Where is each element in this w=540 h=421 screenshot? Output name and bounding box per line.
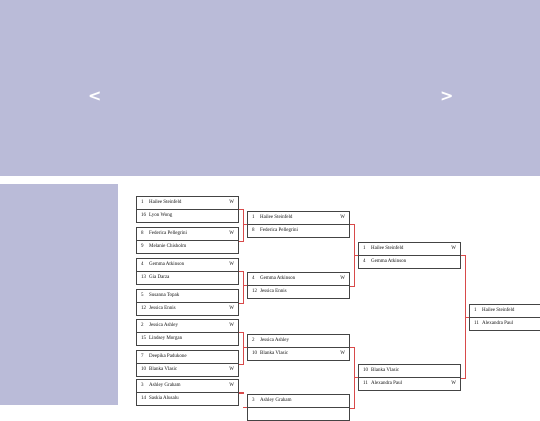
bracket-connector bbox=[243, 224, 247, 225]
bracket-slot[interactable] bbox=[136, 196, 239, 210]
carousel-next-button[interactable]: > bbox=[440, 86, 454, 105]
winner-badge: W bbox=[451, 381, 456, 386]
seed-number: 10 bbox=[363, 368, 368, 373]
seed-number: 2 bbox=[141, 323, 144, 328]
seed-number: 12 bbox=[141, 306, 146, 311]
winner-badge: W bbox=[229, 262, 234, 267]
player-name: Susanna Topak bbox=[149, 293, 180, 298]
seed-number: 12 bbox=[252, 289, 257, 294]
player-name: Blanka Vlasic bbox=[260, 351, 289, 356]
bracket-slot[interactable] bbox=[136, 289, 239, 303]
bracket-match bbox=[358, 364, 461, 390]
winner-badge: W bbox=[340, 276, 345, 281]
bracket-slot[interactable] bbox=[136, 258, 239, 272]
bracket-connector bbox=[239, 392, 244, 394]
bracket-match bbox=[469, 304, 540, 330]
bracket-slot[interactable] bbox=[247, 224, 350, 238]
bracket-slot[interactable] bbox=[247, 347, 350, 361]
bracket-slot[interactable] bbox=[136, 227, 239, 241]
seed-number: 16 bbox=[141, 213, 146, 218]
bracket-slot[interactable] bbox=[247, 285, 350, 299]
bracket-connector bbox=[243, 347, 247, 348]
winner-badge: W bbox=[451, 246, 456, 251]
player-name: Gemma Atkinson bbox=[371, 259, 407, 264]
bracket-slot[interactable] bbox=[136, 240, 239, 254]
bracket-match bbox=[136, 289, 239, 315]
bracket-match bbox=[136, 227, 239, 253]
seed-number: 3 bbox=[252, 398, 255, 403]
bracket-match bbox=[247, 272, 350, 298]
bracket-match bbox=[358, 242, 461, 268]
seed-number: 1 bbox=[252, 215, 255, 220]
player-name: Melanie Chisholm bbox=[149, 244, 187, 249]
bracket-slot[interactable] bbox=[136, 319, 239, 333]
seed-number: 10 bbox=[141, 367, 146, 372]
bracket-slot[interactable] bbox=[136, 392, 239, 406]
winner-badge: W bbox=[229, 306, 234, 311]
bracket-slot[interactable] bbox=[136, 271, 239, 285]
bracket-slot[interactable] bbox=[247, 394, 350, 408]
seed-number: 14 bbox=[141, 396, 146, 401]
bracket-connector bbox=[465, 317, 469, 318]
bracket-connector bbox=[354, 377, 358, 378]
bracket-slot[interactable] bbox=[247, 334, 350, 348]
bracket-slot[interactable] bbox=[358, 242, 461, 256]
bracket-match bbox=[136, 196, 239, 222]
seed-number: 8 bbox=[252, 228, 255, 233]
bracket-slot[interactable] bbox=[136, 302, 239, 316]
seed-number: 3 bbox=[141, 383, 144, 388]
bracket-slot[interactable] bbox=[247, 407, 350, 421]
bracket-slot[interactable] bbox=[358, 255, 461, 269]
player-name: Hailee Steinfeld bbox=[371, 246, 404, 251]
seed-number: 10 bbox=[252, 351, 257, 356]
seed-number: 4 bbox=[141, 262, 144, 267]
player-name: Jessica Ashley bbox=[260, 338, 290, 343]
winner-badge: W bbox=[340, 215, 345, 220]
bracket-slot[interactable] bbox=[469, 317, 540, 331]
player-name: Federica Pellegrini bbox=[260, 228, 298, 233]
player-name: Blanka Vlasic bbox=[149, 367, 178, 372]
seed-number: 9 bbox=[141, 244, 144, 249]
bracket-connector bbox=[239, 271, 244, 304]
bracket-slot[interactable] bbox=[247, 211, 350, 225]
bracket-slot[interactable] bbox=[136, 379, 239, 393]
bracket-slot[interactable] bbox=[136, 209, 239, 223]
player-name: Saskia Alusalu bbox=[149, 396, 179, 401]
bracket-match bbox=[136, 350, 239, 376]
player-name: Ashley Graham bbox=[260, 398, 292, 403]
seed-number: 2 bbox=[252, 338, 255, 343]
bracket-slot[interactable] bbox=[358, 377, 461, 391]
player-name: Gia Darza bbox=[149, 275, 170, 280]
bracket-slot[interactable] bbox=[469, 304, 540, 318]
bracket-connector bbox=[350, 347, 355, 409]
winner-badge: W bbox=[229, 200, 234, 205]
player-name: Alexandra Paul bbox=[371, 381, 402, 386]
seed-number: 1 bbox=[141, 200, 144, 205]
bracket-slot[interactable] bbox=[136, 363, 239, 377]
bracket-match bbox=[247, 211, 350, 237]
seed-number: 11 bbox=[474, 321, 479, 326]
bracket-match bbox=[247, 334, 350, 360]
seed-number: 11 bbox=[363, 381, 368, 386]
seed-number: 7 bbox=[141, 354, 144, 359]
bracket-connector bbox=[354, 255, 358, 256]
winner-badge: W bbox=[229, 367, 234, 372]
seed-number: 5 bbox=[141, 293, 144, 298]
player-name: Hailee Steinfeld bbox=[260, 215, 293, 220]
seed-number: 8 bbox=[141, 231, 144, 236]
player-name: Lyon Wong bbox=[149, 213, 173, 218]
bracket-connector bbox=[239, 332, 244, 365]
bracket-connector bbox=[239, 209, 244, 242]
bracket-connector bbox=[243, 285, 247, 286]
player-name: Hailee Steinfeld bbox=[149, 200, 182, 205]
seed-number: 15 bbox=[141, 336, 146, 341]
player-name: Hailee Steinfeld bbox=[482, 308, 515, 313]
winner-badge: W bbox=[229, 323, 234, 328]
winner-badge: W bbox=[229, 231, 234, 236]
bracket-slot[interactable] bbox=[136, 350, 239, 364]
winner-badge: W bbox=[229, 383, 234, 388]
bracket-match bbox=[136, 319, 239, 345]
bracket-match bbox=[247, 394, 350, 420]
bracket-slot[interactable] bbox=[247, 272, 350, 286]
bracket-match bbox=[136, 258, 239, 284]
player-name: Federica Pellegrini bbox=[149, 231, 187, 236]
bracket-connector bbox=[243, 407, 247, 408]
seed-number: 1 bbox=[474, 308, 477, 313]
bracket-match bbox=[136, 379, 239, 405]
carousel-prev-button[interactable]: < bbox=[88, 86, 102, 105]
player-name: Blanka Vlasic bbox=[371, 368, 400, 373]
bracket-slot[interactable] bbox=[358, 364, 461, 378]
player-name: Gemma Atkinson bbox=[260, 276, 296, 281]
player-name: Jessica Ennis bbox=[260, 289, 287, 294]
player-name: Deepika Padukone bbox=[149, 354, 187, 359]
player-name: Gemma Atkinson bbox=[149, 262, 185, 267]
seed-number: 13 bbox=[141, 275, 146, 280]
player-name: Jessica Ennis bbox=[149, 306, 176, 311]
bracket-slot[interactable] bbox=[136, 332, 239, 346]
player-name: Alexandra Paul bbox=[482, 321, 513, 326]
player-name: Ashley Graham bbox=[149, 383, 181, 388]
seed-number: 1 bbox=[363, 246, 366, 251]
seed-number: 4 bbox=[252, 276, 255, 281]
seed-number: 4 bbox=[363, 259, 366, 264]
player-name: Jessica Ashley bbox=[149, 323, 179, 328]
winner-badge: W bbox=[340, 351, 345, 356]
player-name: Lindsey Morgan bbox=[149, 336, 183, 341]
